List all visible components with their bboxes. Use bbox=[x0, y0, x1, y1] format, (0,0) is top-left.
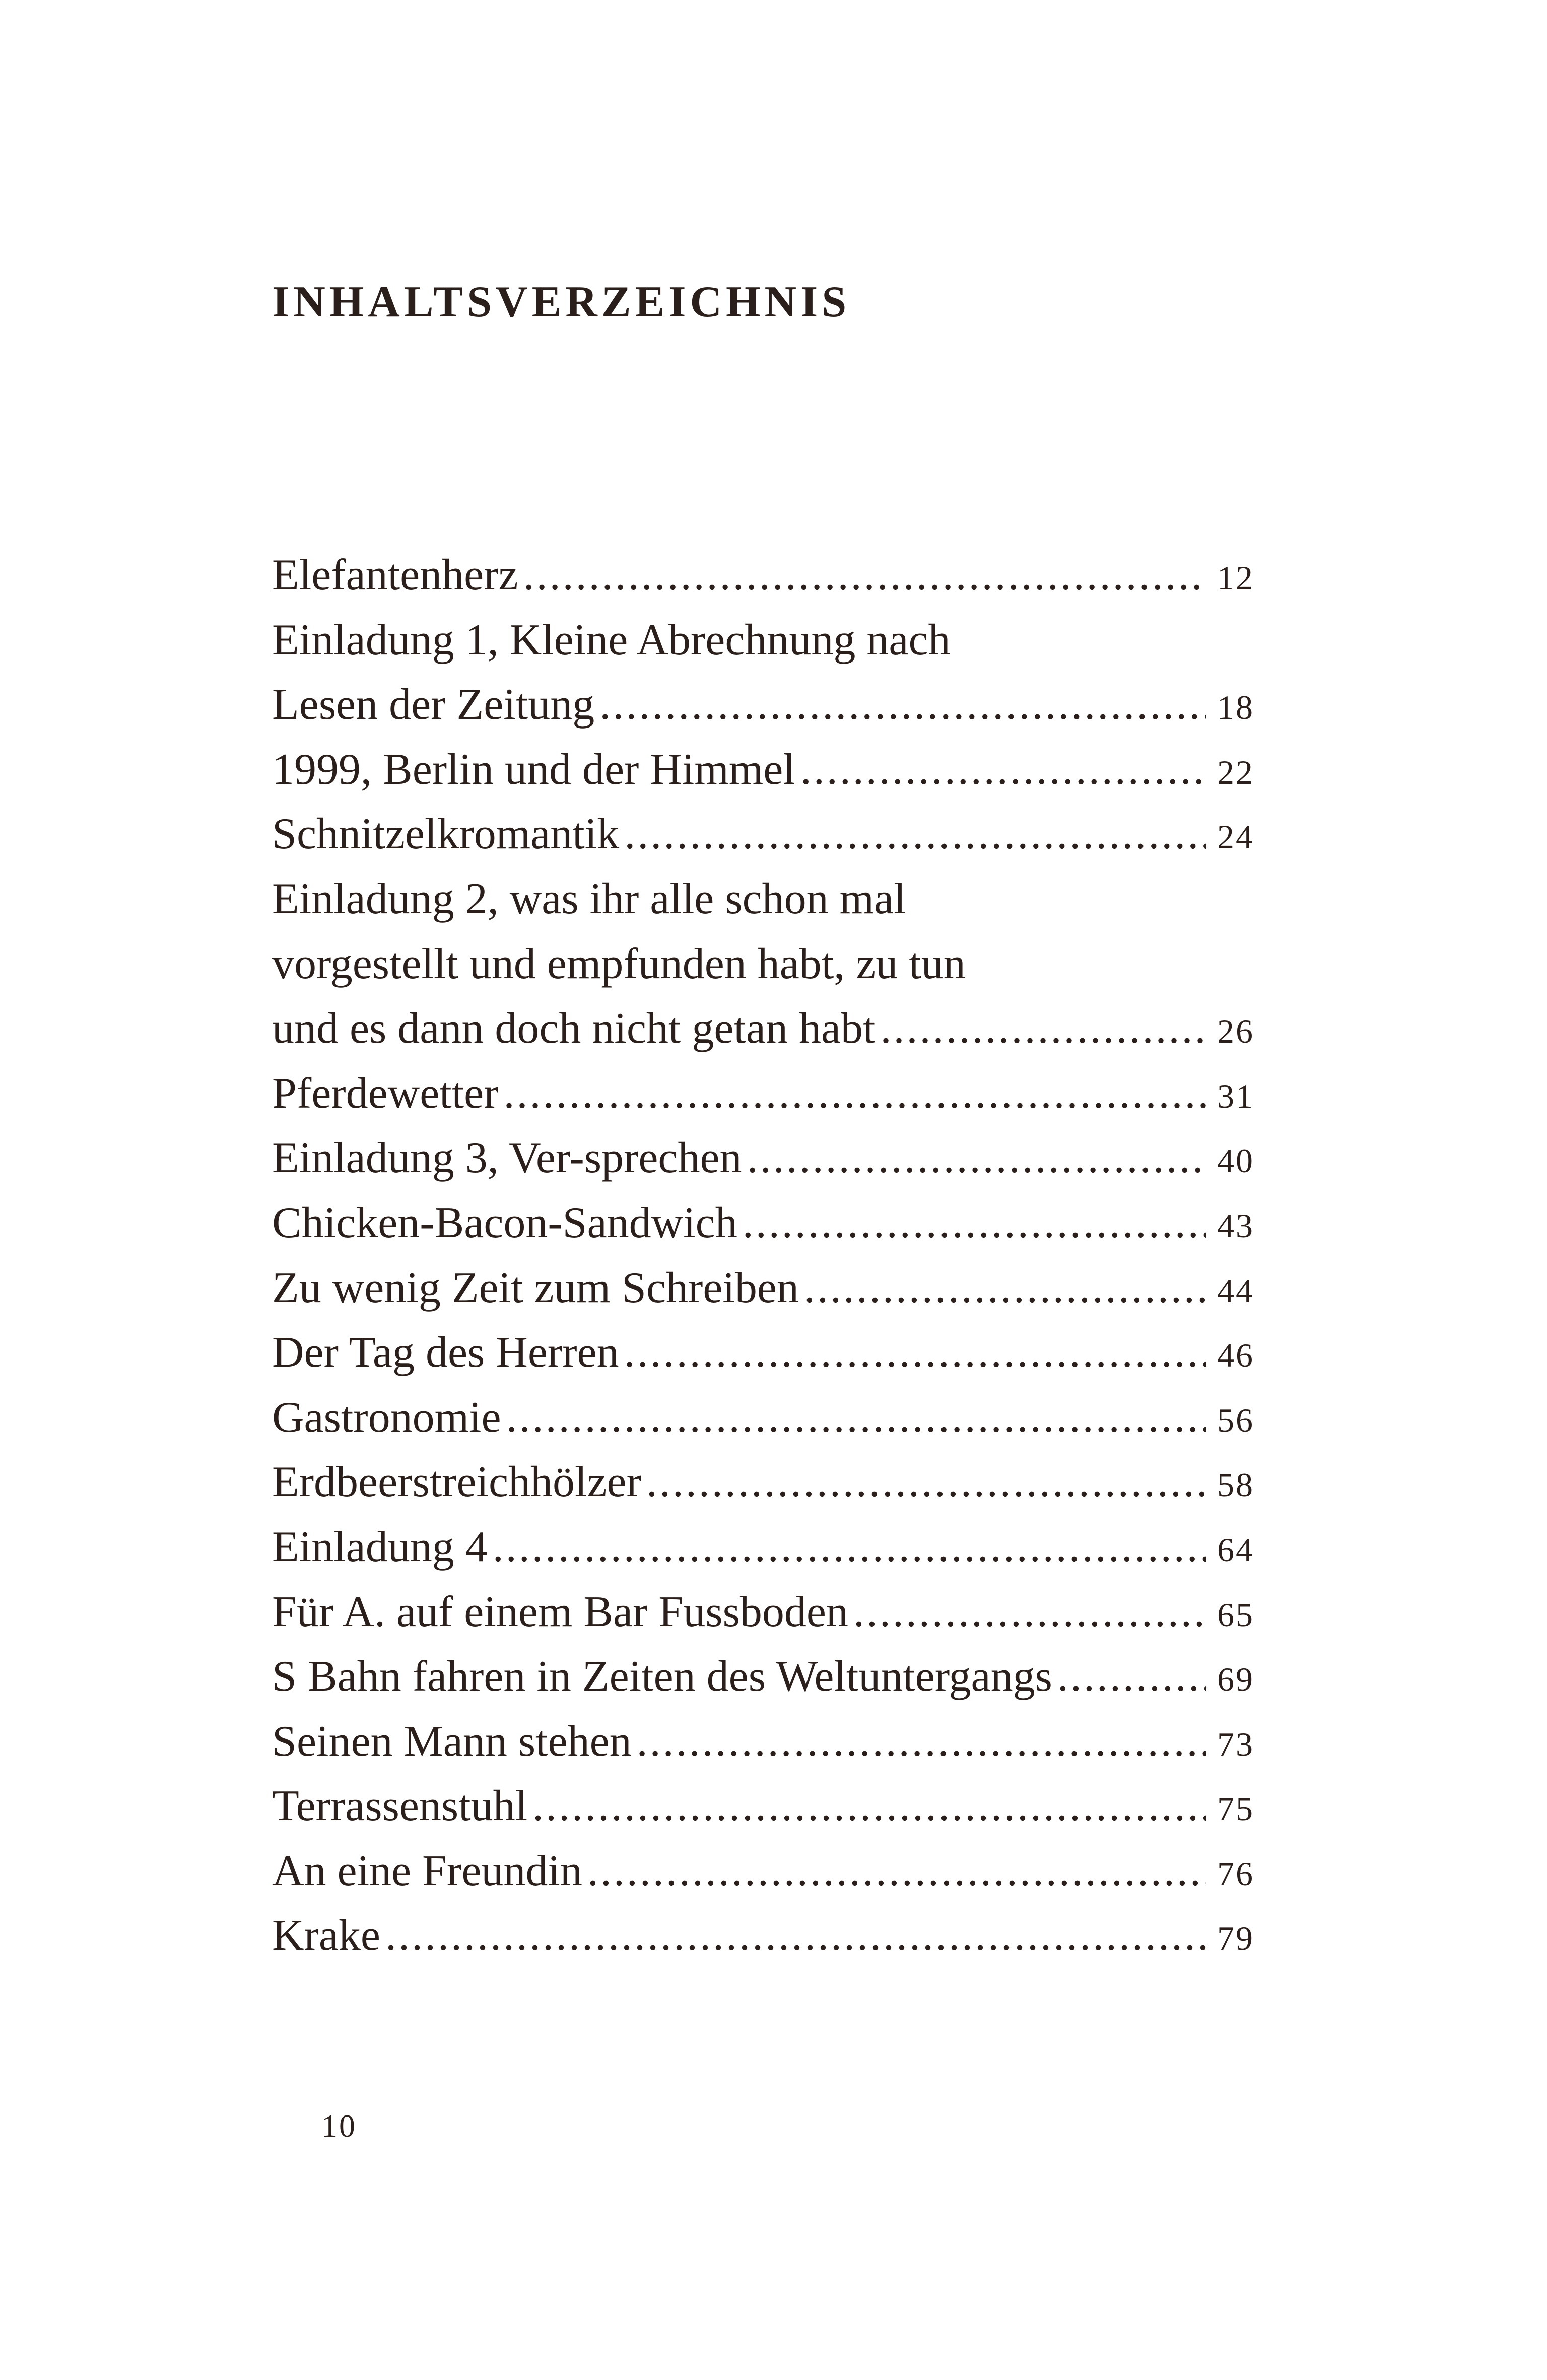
toc-entry-title: Für A. auf einem Bar Fussboden bbox=[272, 1587, 848, 1636]
table-of-contents bbox=[272, 543, 1254, 1968]
toc-entry-title: An eine Freundin bbox=[272, 1846, 582, 1895]
dot-leader bbox=[646, 1450, 1206, 1515]
toc-entry[interactable] bbox=[272, 1126, 1254, 1191]
toc-entry-page: 26 bbox=[1217, 1012, 1254, 1051]
dot-leader bbox=[599, 673, 1206, 738]
toc-entry-title: 1999, Berlin und der Himmel bbox=[272, 745, 795, 794]
toc-entry[interactable] bbox=[272, 997, 1254, 1062]
toc-entry-title: und es dann doch nicht getan habt bbox=[272, 1004, 876, 1053]
dot-leader bbox=[1057, 1644, 1206, 1709]
dot-leader bbox=[504, 1062, 1206, 1127]
toc-entry-page: 12 bbox=[1217, 559, 1254, 597]
toc-entry-continuation-line[interactable]: Einladung 1, Kleine Abrechnung nach bbox=[272, 615, 951, 665]
toc-entry-title: Elefantenherz bbox=[272, 551, 518, 600]
toc-entry-page: 79 bbox=[1217, 1919, 1254, 1958]
toc-entry-page: 75 bbox=[1217, 1790, 1254, 1828]
toc-entry[interactable] bbox=[272, 1839, 1254, 1904]
toc-entry-page: 18 bbox=[1217, 688, 1254, 727]
toc-entry[interactable] bbox=[272, 1450, 1254, 1515]
toc-entry-title: Seinen Mann stehen bbox=[272, 1716, 632, 1766]
toc-entry[interactable] bbox=[272, 1580, 1254, 1645]
toc-entry-title: Lesen der Zeitung bbox=[272, 680, 595, 730]
toc-entry-page: 40 bbox=[1217, 1142, 1254, 1180]
toc-entry-page: 69 bbox=[1217, 1660, 1254, 1699]
dot-leader bbox=[800, 738, 1206, 803]
toc-entry-page: 65 bbox=[1217, 1595, 1254, 1634]
toc-entry-title: Einladung 3, Ver-sprechen bbox=[272, 1134, 742, 1183]
toc-entry-page: 24 bbox=[1217, 818, 1254, 856]
toc-entry[interactable] bbox=[272, 1320, 1254, 1385]
toc-entry-page: 44 bbox=[1217, 1271, 1254, 1310]
toc-entry-page: 31 bbox=[1217, 1077, 1254, 1115]
toc-entry[interactable] bbox=[272, 1903, 1254, 1968]
dot-leader bbox=[804, 1256, 1206, 1321]
dot-leader bbox=[506, 1385, 1206, 1450]
toc-entry-page: 22 bbox=[1217, 753, 1254, 791]
toc-entry-title: Gastronomie bbox=[272, 1393, 501, 1442]
dot-leader bbox=[493, 1515, 1206, 1580]
dot-leader bbox=[523, 543, 1206, 608]
toc-entry-title: Pferdewetter bbox=[272, 1069, 499, 1118]
toc-entry-title: S Bahn fahren in Zeiten des Weltuntergangs bbox=[272, 1652, 1052, 1701]
toc-heading: INHALTSVERZEICHNIS bbox=[272, 278, 851, 326]
dot-leader bbox=[637, 1709, 1206, 1774]
toc-entry-page: 46 bbox=[1217, 1336, 1254, 1375]
toc-entry-title: Einladung 4 bbox=[272, 1522, 488, 1571]
toc-entry-title: Krake bbox=[272, 1911, 380, 1960]
toc-entry-page: 73 bbox=[1217, 1725, 1254, 1763]
toc-entry[interactable] bbox=[272, 1256, 1254, 1321]
toc-entry-page: 76 bbox=[1217, 1854, 1254, 1893]
toc-entry-title: Der Tag des Herren bbox=[272, 1328, 619, 1377]
toc-entry-title: Erdbeerstreichhölzer bbox=[272, 1458, 641, 1507]
toc-entry[interactable] bbox=[272, 1709, 1254, 1774]
dot-leader bbox=[743, 1191, 1206, 1256]
toc-entry-page: 58 bbox=[1217, 1466, 1254, 1504]
toc-entry-title: Chicken-Bacon-Sandwich bbox=[272, 1198, 737, 1247]
toc-entry[interactable] bbox=[272, 1644, 1254, 1709]
toc-entry[interactable] bbox=[272, 1062, 1254, 1127]
dot-leader bbox=[532, 1774, 1206, 1839]
dot-leader bbox=[385, 1903, 1206, 1968]
dot-leader bbox=[624, 802, 1206, 867]
toc-entry-page: 56 bbox=[1217, 1401, 1254, 1439]
toc-entry-page: 43 bbox=[1217, 1206, 1254, 1245]
page-number: 10 bbox=[321, 2108, 357, 2144]
toc-entry-title: Zu wenig Zeit zum Schreiben bbox=[272, 1263, 799, 1312]
toc-entry[interactable] bbox=[272, 738, 1254, 803]
toc-entry[interactable] bbox=[272, 673, 1254, 738]
toc-entry[interactable] bbox=[272, 1515, 1254, 1580]
toc-entry-continuation-line[interactable]: vorgestellt und empfunden habt, zu tun bbox=[272, 939, 966, 988]
toc-entry[interactable] bbox=[272, 1191, 1254, 1256]
toc-entry-title: Terrassenstuhl bbox=[272, 1781, 528, 1831]
dot-leader bbox=[587, 1839, 1206, 1904]
dot-leader bbox=[880, 997, 1206, 1062]
toc-entry[interactable] bbox=[272, 802, 1254, 867]
dot-leader bbox=[624, 1320, 1206, 1385]
toc-entry-page: 64 bbox=[1217, 1530, 1254, 1569]
toc-entry[interactable] bbox=[272, 1774, 1254, 1839]
toc-entry[interactable] bbox=[272, 1385, 1254, 1450]
toc-entry-title: Schnitzelkromantik bbox=[272, 810, 620, 859]
toc-entry-continuation-line[interactable]: Einladung 2, was ihr alle schon mal bbox=[272, 874, 906, 923]
dot-leader bbox=[853, 1580, 1206, 1645]
dot-leader bbox=[747, 1126, 1206, 1191]
toc-entry[interactable] bbox=[272, 543, 1254, 608]
